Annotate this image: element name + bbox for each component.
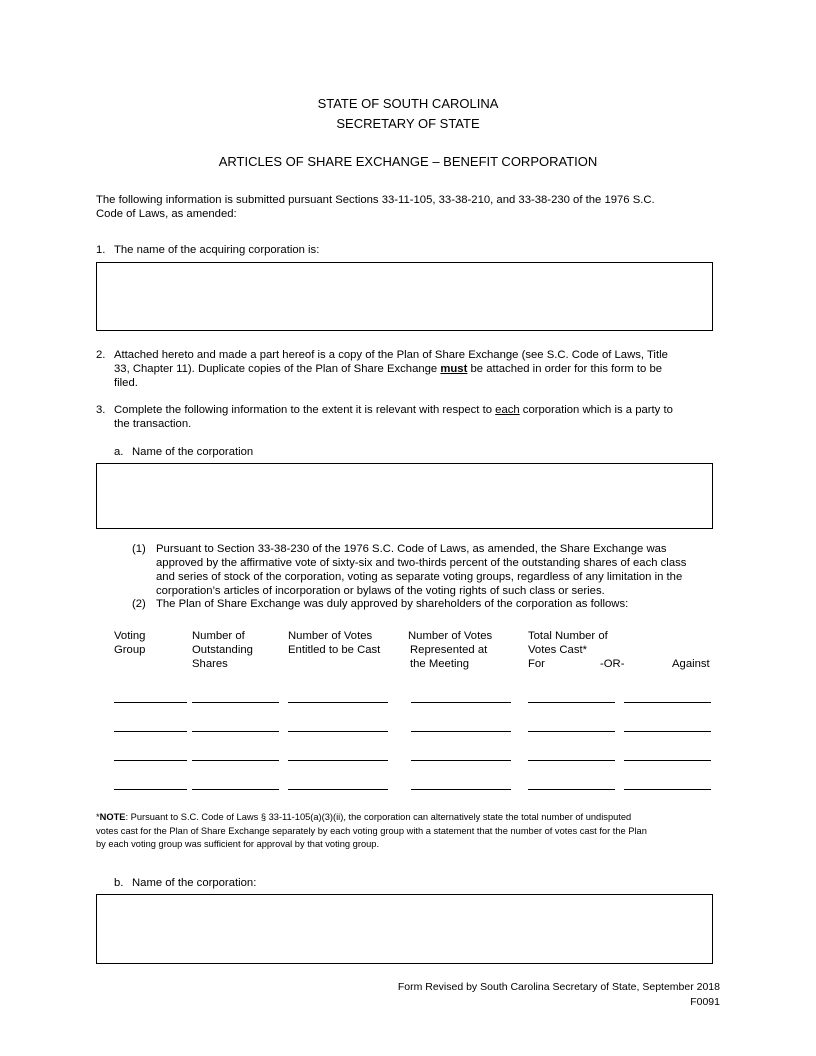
acquiring-corporation-name-field[interactable] <box>96 262 713 331</box>
votes-for-field[interactable] <box>528 702 615 703</box>
votes-represented-field[interactable] <box>411 760 511 761</box>
note-line-1: *NOTE: Pursuant to S.C. Code of Laws § 33-11-105(a)(3)(ii), the corporation can alternatively state the total number of undisputed <box>96 812 632 822</box>
outstanding-shares-field[interactable] <box>192 702 279 703</box>
intro-line-1: The following information is submitted pursuant Sections 33-11-105, 33-38-210, and 33-38-230 of the 1976 S.C. <box>96 194 655 206</box>
votes-entitled-field[interactable] <box>288 760 388 761</box>
votes-against-field[interactable] <box>624 760 711 761</box>
col-header-for: For <box>528 658 545 670</box>
intro-paragraph <box>96 193 736 221</box>
header-state: STATE OF SOUTH CAROLINA <box>317 96 499 111</box>
part-a-text: Name of the corporation <box>132 446 254 458</box>
votes-entitled-field[interactable] <box>288 702 388 703</box>
voting-group-field[interactable] <box>114 731 187 732</box>
votes-against-field[interactable] <box>624 731 711 732</box>
votes-for-field[interactable] <box>528 789 615 790</box>
part-b-label: b. Name of the corporation: <box>114 877 257 889</box>
voting-group-field[interactable] <box>114 760 187 761</box>
corporation-b-name-field[interactable] <box>96 894 713 964</box>
col-header-votes-entitled: Number of Votes Entitled to be Cast <box>288 630 381 656</box>
votes-represented-field[interactable] <box>411 731 511 732</box>
item-2-line-2: 33, Chapter 11). Duplicate copies of the Plan of Share Exchange must be attached in order for this form to be <box>114 363 663 375</box>
sub-item-1 <box>132 542 732 598</box>
item-3-line-2: the transaction. <box>114 418 192 430</box>
votes-entitled-field[interactable] <box>288 789 388 790</box>
votes-represented-field[interactable] <box>411 702 511 703</box>
note-label: NOTE <box>99 812 126 822</box>
votes-entitled-field[interactable] <box>288 731 388 732</box>
item-1 <box>96 243 736 257</box>
intro-line-2: Code of Laws, as amended: <box>96 208 237 220</box>
votes-against-field[interactable] <box>624 789 711 790</box>
note-paragraph <box>96 811 736 852</box>
item-2-line-1: Attached hereto and made a part hereof is a copy of the Plan of Share Exchange (see S.C. Code of Laws, Title <box>114 349 668 361</box>
col-header-votes-represented: Number of Votes Represented at the Meeting <box>408 630 493 670</box>
item-2-line-3: filed. <box>114 377 138 389</box>
outstanding-shares-field[interactable] <box>192 731 279 732</box>
outstanding-shares-field[interactable] <box>192 789 279 790</box>
voting-group-field[interactable] <box>114 702 187 703</box>
item-3-number: 3. <box>96 404 106 416</box>
col-header-outstanding-shares: Number of Outstanding Shares <box>192 630 253 670</box>
footer-revision: Form Revised by South Carolina Secretary of State, September 2018 <box>397 981 720 993</box>
emphasis-each: each <box>495 404 520 416</box>
sub-item-1-number: (1) <box>132 543 146 555</box>
outstanding-shares-field[interactable] <box>192 760 279 761</box>
header-secretary: SECRETARY OF STATE <box>336 116 480 131</box>
item-2 <box>96 348 736 390</box>
item-1-text: The name of the acquiring corporation is: <box>114 244 320 256</box>
sub-item-1-line: Pursuant to Section 33-38-230 of the 1976 S.C. Code of Laws, as amended, the Share Exchange was <box>156 543 667 555</box>
votes-against-field[interactable] <box>624 702 711 703</box>
col-header-or: -OR- <box>600 658 625 670</box>
votes-for-field[interactable] <box>528 760 615 761</box>
footer-form-id: F0091 <box>690 996 720 1008</box>
form-title: ARTICLES OF SHARE EXCHANGE – BENEFIT CORPORATION <box>218 154 598 169</box>
col-header-voting-group: Voting Group <box>114 630 146 656</box>
part-a-label: a. Name of the corporation <box>114 446 254 458</box>
emphasis-must: must <box>440 363 468 375</box>
note-line-2: votes cast for the Plan of Share Exchange separately by each voting group with a statement that the number of votes cast for the Plan <box>96 825 647 836</box>
note-line-3: by each voting group was sufficient for approval by that voting group. <box>96 839 380 849</box>
item-2-number: 2. <box>96 349 106 361</box>
sub-item-2-number: (2) <box>132 598 146 610</box>
sub-item-1-line: corporation’s articles of incorporation or bylaws of the voting rights of such class or series. <box>156 585 605 597</box>
item-1-number: 1. <box>96 244 106 256</box>
part-b-text: Name of the corporation: <box>132 877 257 889</box>
sub-item-2-text: The Plan of Share Exchange was duly approved by shareholders of the corporation as follows: <box>156 598 629 610</box>
sub-item-1-line: and series of stock of the corporation, voting as separate voting groups, regardless of any limitation in the <box>156 571 683 583</box>
item-3-line-1: Complete the following information to the extent it is relevant with respect to each corporation which is a party to <box>114 404 673 416</box>
voting-group-field[interactable] <box>114 789 187 790</box>
corporation-a-name-field[interactable] <box>96 463 713 529</box>
item-3 <box>96 403 736 431</box>
col-header-against: Against <box>672 658 710 670</box>
col-header-total-votes: Total Number of Votes Cast* <box>528 630 608 656</box>
sub-item-1-line: approved by the affirmative vote of sixty-six and two-thirds percent of the outstanding shares of each class <box>156 557 687 569</box>
votes-represented-field[interactable] <box>411 789 511 790</box>
votes-for-field[interactable] <box>528 731 615 732</box>
sub-item-2 <box>132 597 732 611</box>
